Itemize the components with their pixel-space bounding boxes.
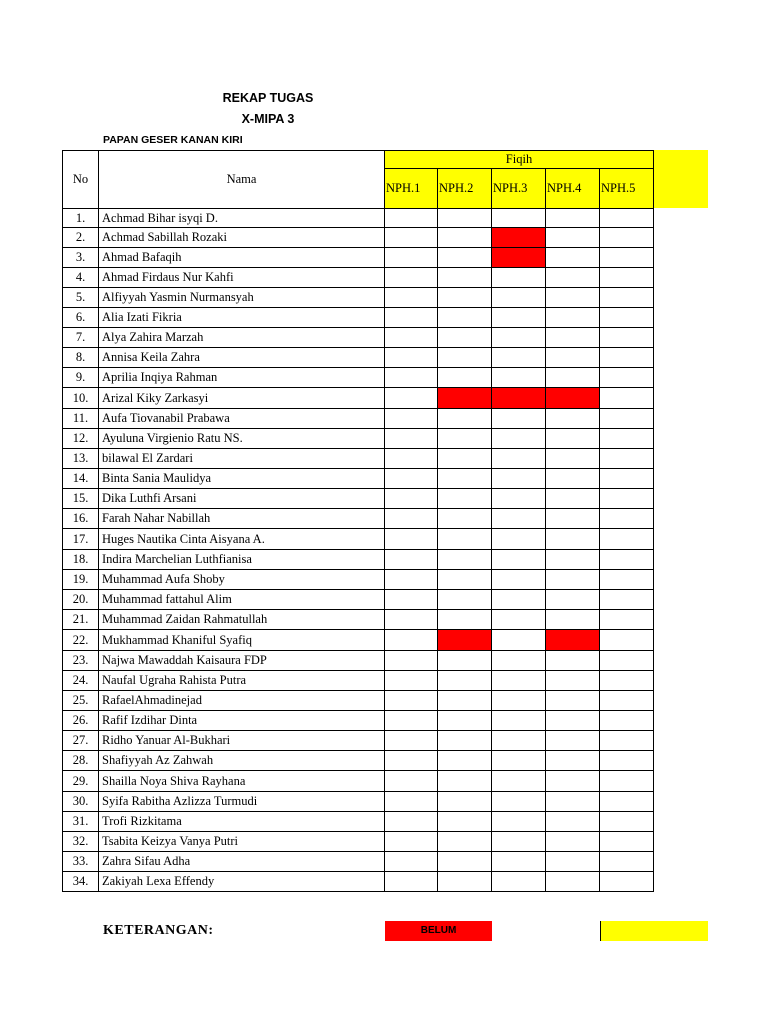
task-status-cell (546, 751, 600, 771)
table-row (63, 409, 654, 429)
task-status-cell (438, 368, 492, 388)
student-name: RafaelAhmadinejad (99, 691, 385, 711)
task-status-cell (385, 651, 438, 671)
task-status-cell (492, 489, 546, 509)
row-number: 10. (63, 388, 99, 409)
task-status-cell (385, 469, 438, 489)
row-number: 3. (63, 248, 99, 268)
student-name: Huges Nautika Cinta Aisyana A. (99, 529, 385, 550)
row-number: 11. (63, 409, 99, 429)
task-status-cell (492, 630, 546, 651)
student-name: Ridho Yanuar Al-Bukhari (99, 731, 385, 751)
table-row (63, 248, 654, 268)
task-status-cell (438, 731, 492, 751)
task-status-cell (438, 852, 492, 872)
task-status-cell (600, 268, 654, 288)
task-status-cell (385, 209, 438, 228)
task-status-cell (385, 429, 438, 449)
row-number: 33. (63, 852, 99, 872)
task-status-cell (385, 550, 438, 570)
task-status-cell (438, 691, 492, 711)
task-status-cell (546, 209, 600, 228)
task-status-cell (385, 630, 438, 651)
table-row (63, 388, 654, 409)
task-status-cell (600, 792, 654, 812)
row-number: 23. (63, 651, 99, 671)
task-status-cell (438, 751, 492, 771)
task-status-cell (546, 228, 600, 248)
task-status-cell (546, 550, 600, 570)
task-status-cell (385, 590, 438, 610)
task-status-cell (546, 731, 600, 751)
task-status-cell (385, 832, 438, 852)
task-status-cell (600, 288, 654, 308)
task-status-cell (385, 509, 438, 529)
task-status-cell (600, 590, 654, 610)
task-status-cell (492, 610, 546, 630)
row-number: 32. (63, 832, 99, 852)
task-status-cell (438, 449, 492, 469)
task-status-cell (600, 449, 654, 469)
task-status-cell (546, 792, 600, 812)
task-status-cell (546, 651, 600, 671)
task-status-cell (385, 751, 438, 771)
task-status-cell (385, 409, 438, 429)
table-row (63, 812, 654, 832)
task-status-cell (600, 872, 654, 892)
task-status-cell (438, 469, 492, 489)
task-header-4: NPH.4 (546, 169, 600, 209)
task-status-cell (492, 368, 546, 388)
task-status-cell (438, 832, 492, 852)
row-number: 1. (63, 209, 99, 228)
task-status-cell (492, 409, 546, 429)
task-status-cell (438, 570, 492, 590)
task-status-cell (438, 630, 492, 651)
task-status-cell (546, 812, 600, 832)
table-row (63, 771, 654, 792)
row-number: 5. (63, 288, 99, 308)
student-name: Alya Zahira Marzah (99, 328, 385, 348)
student-name: Syifa Rabitha Azlizza Turmudi (99, 792, 385, 812)
task-status-cell (438, 509, 492, 529)
student-name: Arizal Kiky Zarkasyi (99, 388, 385, 409)
row-number: 20. (63, 590, 99, 610)
task-status-cell (546, 268, 600, 288)
task-status-cell (492, 429, 546, 449)
student-name: Achmad Sabillah Rozaki (99, 228, 385, 248)
student-name: Binta Sania Maulidya (99, 469, 385, 489)
task-status-cell (438, 610, 492, 630)
task-status-cell (492, 711, 546, 731)
task-status-cell (600, 852, 654, 872)
task-status-cell (546, 852, 600, 872)
task-status-cell (385, 248, 438, 268)
task-status-cell (385, 449, 438, 469)
task-status-cell (600, 248, 654, 268)
student-name: Naufal Ugraha Rahista Putra (99, 671, 385, 691)
task-status-cell (546, 489, 600, 509)
task-status-cell (546, 529, 600, 550)
task-status-cell (492, 570, 546, 590)
student-name: Farah Nahar Nabillah (99, 509, 385, 529)
table-row (63, 691, 654, 711)
task-status-cell (385, 388, 438, 409)
student-name: Shailla Noya Shiva Rayhana (99, 771, 385, 792)
table-row (63, 832, 654, 852)
task-status-cell (438, 671, 492, 691)
task-status-cell (600, 691, 654, 711)
task-status-cell (546, 630, 600, 651)
row-number: 2. (63, 228, 99, 248)
task-status-cell (438, 872, 492, 892)
task-status-cell (600, 469, 654, 489)
student-name: Mukhammad Khaniful Syafiq (99, 630, 385, 651)
task-status-cell (600, 671, 654, 691)
task-status-cell (438, 429, 492, 449)
task-status-cell (492, 328, 546, 348)
header-highlight-extension (654, 150, 708, 208)
task-status-cell (438, 792, 492, 812)
task-status-cell (600, 651, 654, 671)
table-row (63, 751, 654, 771)
student-name: Najwa Mawaddah Kaisaura FDP (99, 651, 385, 671)
row-number: 18. (63, 550, 99, 570)
task-status-cell (546, 248, 600, 268)
student-name: Ayuluna Virgienio Ratu NS. (99, 429, 385, 449)
task-status-cell (438, 409, 492, 429)
class-name: X-MIPA 3 (241, 112, 295, 126)
row-number: 29. (63, 771, 99, 792)
row-number: 16. (63, 509, 99, 529)
task-status-cell (600, 509, 654, 529)
table-row (63, 529, 654, 550)
task-status-cell (546, 328, 600, 348)
student-name: Tsabita Keizya Vanya Putri (99, 832, 385, 852)
table-row (63, 651, 654, 671)
task-status-cell (492, 469, 546, 489)
task-status-cell (385, 872, 438, 892)
task-status-cell (546, 872, 600, 892)
table-row (63, 308, 654, 328)
task-status-cell (492, 348, 546, 368)
task-status-cell (385, 288, 438, 308)
row-number: 22. (63, 630, 99, 651)
task-status-cell (600, 711, 654, 731)
task-header-2: NPH.2 (438, 169, 492, 209)
task-status-cell (385, 711, 438, 731)
row-number: 17. (63, 529, 99, 550)
task-status-cell (438, 550, 492, 570)
task-status-cell (546, 711, 600, 731)
task-status-cell (492, 308, 546, 328)
task-status-cell (385, 328, 438, 348)
student-name: Aufa Tiovanabil Prabawa (99, 409, 385, 429)
table-row (63, 489, 654, 509)
table-row (63, 550, 654, 570)
task-status-cell (600, 328, 654, 348)
task-status-cell (385, 671, 438, 691)
task-status-cell (385, 691, 438, 711)
student-name: Muhammad Aufa Shoby (99, 570, 385, 590)
table-row (63, 429, 654, 449)
student-name: Aprilia Inqiya Rahman (99, 368, 385, 388)
task-status-cell (600, 308, 654, 328)
task-status-cell (385, 610, 438, 630)
subject-header: Fiqih (385, 151, 654, 169)
table-row (63, 570, 654, 590)
task-status-cell (546, 771, 600, 792)
task-status-cell (600, 550, 654, 570)
task-status-cell (492, 771, 546, 792)
task-status-cell (438, 489, 492, 509)
task-status-cell (600, 771, 654, 792)
task-status-cell (600, 832, 654, 852)
task-status-cell (492, 529, 546, 550)
table-row (63, 209, 654, 228)
task-status-cell (492, 288, 546, 308)
task-status-cell (438, 771, 492, 792)
row-number: 4. (63, 268, 99, 288)
task-status-cell (438, 388, 492, 409)
column-header-name: Nama (99, 151, 385, 209)
legend-red-swatch: BELUM (385, 921, 492, 941)
task-status-cell (546, 388, 600, 409)
task-status-cell (546, 610, 600, 630)
task-status-cell (438, 248, 492, 268)
task-status-cell (600, 348, 654, 368)
task-status-cell (438, 651, 492, 671)
task-status-cell (546, 509, 600, 529)
row-number: 7. (63, 328, 99, 348)
task-status-cell (492, 228, 546, 248)
student-name: Ahmad Firdaus Nur Kahfi (99, 268, 385, 288)
column-header-no: No (63, 151, 99, 209)
table-row (63, 731, 654, 751)
task-status-cell (492, 509, 546, 529)
task-status-cell (546, 308, 600, 328)
task-status-cell (438, 228, 492, 248)
table-row (63, 630, 654, 651)
task-status-cell (438, 590, 492, 610)
task-status-cell (600, 570, 654, 590)
row-number: 9. (63, 368, 99, 388)
task-status-cell (546, 570, 600, 590)
student-name: Achmad Bihar isyqi D. (99, 209, 385, 228)
student-name: Alfiyyah Yasmin Nurmansyah (99, 288, 385, 308)
task-status-cell (600, 812, 654, 832)
task-recap-table (62, 150, 654, 892)
task-status-cell (492, 691, 546, 711)
task-status-cell (492, 449, 546, 469)
table-row (63, 328, 654, 348)
task-status-cell (438, 288, 492, 308)
task-status-cell (492, 872, 546, 892)
task-status-cell (492, 731, 546, 751)
table-row (63, 449, 654, 469)
student-name: Shafiyyah Az Zahwah (99, 751, 385, 771)
task-status-cell (546, 832, 600, 852)
task-status-cell (385, 570, 438, 590)
student-name: Zahra Sifau Adha (99, 852, 385, 872)
task-status-cell (492, 209, 546, 228)
task-status-cell (546, 409, 600, 429)
task-status-cell (438, 308, 492, 328)
task-status-cell (546, 348, 600, 368)
task-status-cell (385, 268, 438, 288)
task-status-cell (600, 228, 654, 248)
student-name: Dika Luthfi Arsani (99, 489, 385, 509)
task-status-cell (546, 469, 600, 489)
task-status-cell (546, 368, 600, 388)
row-number: 14. (63, 469, 99, 489)
task-header-5: NPH.5 (600, 169, 654, 209)
student-name: Trofi Rizkitama (99, 812, 385, 832)
task-status-cell (385, 792, 438, 812)
table-row (63, 368, 654, 388)
task-status-cell (385, 348, 438, 368)
task-status-cell (492, 268, 546, 288)
table-row (63, 792, 654, 812)
table-row (63, 469, 654, 489)
table-row (63, 288, 654, 308)
row-number: 24. (63, 671, 99, 691)
task-status-cell (385, 731, 438, 751)
student-name: Indira Marchelian Luthfianisa (99, 550, 385, 570)
student-name: Zakiyah Lexa Effendy (99, 872, 385, 892)
task-status-cell (546, 590, 600, 610)
row-number: 19. (63, 570, 99, 590)
report-title: REKAP TUGAS (222, 91, 314, 105)
task-status-cell (600, 529, 654, 550)
task-status-cell (492, 590, 546, 610)
row-number: 30. (63, 792, 99, 812)
task-status-cell (600, 388, 654, 409)
task-status-cell (492, 388, 546, 409)
table-row (63, 228, 654, 248)
task-status-cell (438, 328, 492, 348)
student-name: Annisa Keila Zahra (99, 348, 385, 368)
task-status-cell (438, 348, 492, 368)
student-name: Ahmad Bafaqih (99, 248, 385, 268)
task-header-3: NPH.3 (492, 169, 546, 209)
task-status-cell (438, 529, 492, 550)
row-number: 27. (63, 731, 99, 751)
legend-yellow-swatch (600, 921, 708, 941)
task-status-cell (546, 449, 600, 469)
task-status-cell (385, 852, 438, 872)
task-status-cell (492, 832, 546, 852)
task-status-cell (438, 268, 492, 288)
table-row (63, 509, 654, 529)
task-status-cell (600, 751, 654, 771)
task-status-cell (385, 489, 438, 509)
task-status-cell (600, 368, 654, 388)
task-status-cell (600, 630, 654, 651)
student-name: bilawal El Zardari (99, 449, 385, 469)
table-row (63, 590, 654, 610)
task-status-cell (492, 248, 546, 268)
student-name: Muhammad Zaidan Rahmatullah (99, 610, 385, 630)
row-number: 12. (63, 429, 99, 449)
task-status-cell (385, 529, 438, 550)
table-row (63, 348, 654, 368)
task-status-cell (492, 812, 546, 832)
table-row (63, 671, 654, 691)
row-number: 6. (63, 308, 99, 328)
task-status-cell (600, 209, 654, 228)
task-status-cell (438, 812, 492, 832)
task-status-cell (438, 711, 492, 731)
task-status-cell (385, 771, 438, 792)
task-status-cell (546, 691, 600, 711)
task-status-cell (385, 812, 438, 832)
table-row (63, 872, 654, 892)
table-row (63, 852, 654, 872)
student-name: Alia Izati Fikria (99, 308, 385, 328)
task-status-cell (546, 671, 600, 691)
task-status-cell (600, 610, 654, 630)
task-status-cell (600, 429, 654, 449)
row-number: 13. (63, 449, 99, 469)
task-status-cell (385, 368, 438, 388)
task-header-1: NPH.1 (385, 169, 438, 209)
row-number: 21. (63, 610, 99, 630)
task-status-cell (492, 651, 546, 671)
task-status-cell (546, 429, 600, 449)
task-status-cell (600, 731, 654, 751)
row-number: 28. (63, 751, 99, 771)
task-status-cell (492, 671, 546, 691)
task-status-cell (385, 228, 438, 248)
legend-label: KETERANGAN: (103, 923, 214, 938)
task-status-cell (600, 489, 654, 509)
row-number: 25. (63, 691, 99, 711)
task-status-cell (492, 852, 546, 872)
task-status-cell (492, 751, 546, 771)
task-status-cell (600, 409, 654, 429)
row-number: 15. (63, 489, 99, 509)
row-number: 26. (63, 711, 99, 731)
task-status-cell (492, 792, 546, 812)
student-name: Rafif Izdihar Dinta (99, 711, 385, 731)
task-status-cell (438, 209, 492, 228)
task-status-cell (492, 550, 546, 570)
row-number: 34. (63, 872, 99, 892)
task-status-cell (546, 288, 600, 308)
header-row-subject (63, 151, 654, 169)
row-number: 31. (63, 812, 99, 832)
table-row (63, 610, 654, 630)
table-row (63, 268, 654, 288)
student-name: Muhammad fattahul Alim (99, 590, 385, 610)
table-row (63, 711, 654, 731)
task-status-cell (385, 308, 438, 328)
report-subtitle: PAPAN GESER KANAN KIRI (103, 134, 243, 146)
row-number: 8. (63, 348, 99, 368)
